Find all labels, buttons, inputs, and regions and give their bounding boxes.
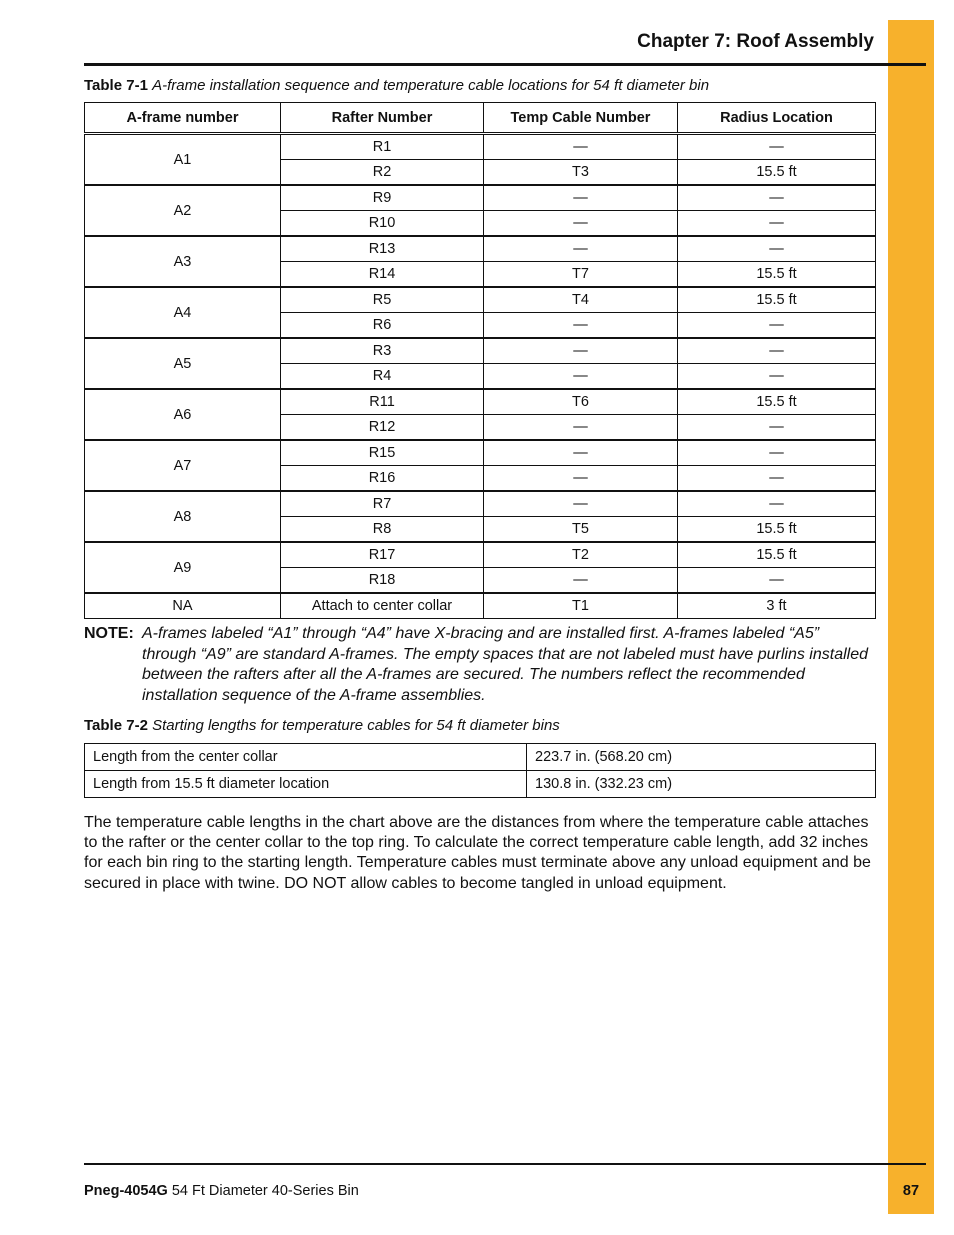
temp-cable-cell: T1 xyxy=(484,593,678,619)
footer-doc-title: 54 Ft Diameter 40-Series Bin xyxy=(171,1183,359,1199)
note-label: NOTE: xyxy=(84,625,134,642)
rafter-cell: R12 xyxy=(281,415,484,441)
rafter-cell: R1 xyxy=(281,134,484,160)
temp-cable-cell: T6 xyxy=(484,389,678,415)
aframe-cell: A3 xyxy=(85,236,281,287)
temp-cable-cell: — xyxy=(484,134,678,160)
footer-doc-id: Pneg-4054G xyxy=(84,1183,168,1199)
rafter-cell: R13 xyxy=(281,236,484,262)
temp-cable-cell: — xyxy=(484,211,678,237)
radius-cell: — xyxy=(678,568,876,594)
radius-cell: — xyxy=(678,211,876,237)
rafter-cell: R11 xyxy=(281,389,484,415)
length-value: 130.8 in. (332.23 cm) xyxy=(527,771,876,798)
table-row xyxy=(85,542,876,568)
table1-caption-text: A-frame installation sequence and temperature cable locations for 54 ft diameter bin xyxy=(152,77,710,94)
table-header-row xyxy=(85,103,876,134)
footer-rule xyxy=(84,1163,926,1165)
aframe-sequence-table xyxy=(84,102,876,619)
rafter-cell: R8 xyxy=(281,517,484,543)
radius-cell: — xyxy=(678,364,876,390)
rafter-cell: R4 xyxy=(281,364,484,390)
rafter-cell: R15 xyxy=(281,440,484,466)
radius-cell: — xyxy=(678,185,876,211)
radius-cell: — xyxy=(678,440,876,466)
header-rule xyxy=(84,63,926,66)
table-row xyxy=(85,287,876,313)
length-value: 223.7 in. (568.20 cm) xyxy=(527,744,876,771)
column-header: Temp Cable Number xyxy=(484,103,678,134)
rafter-cell: R17 xyxy=(281,542,484,568)
temp-cable-cell: — xyxy=(484,440,678,466)
length-label: Length from the center collar xyxy=(85,744,527,771)
temp-cable-cell: — xyxy=(484,466,678,492)
column-header: Radius Location xyxy=(678,103,876,134)
aframe-cell: A2 xyxy=(85,185,281,236)
table-row xyxy=(85,491,876,517)
chapter-accent-bar xyxy=(888,20,934,1214)
radius-cell: 15.5 ft xyxy=(678,517,876,543)
chapter-title: Chapter 7: Roof Assembly xyxy=(637,31,874,52)
radius-cell: — xyxy=(678,313,876,339)
table1-caption xyxy=(84,77,709,94)
rafter-cell: R16 xyxy=(281,466,484,492)
length-label: Length from 15.5 ft diameter location xyxy=(85,771,527,798)
rafter-cell: R10 xyxy=(281,211,484,237)
temp-cable-cell: — xyxy=(484,568,678,594)
radius-cell: — xyxy=(678,134,876,160)
temp-cable-cell: — xyxy=(484,415,678,441)
table2-caption xyxy=(84,717,560,734)
footer-doc-info xyxy=(84,1183,359,1199)
temp-cable-cell: T3 xyxy=(484,160,678,186)
table-row xyxy=(85,440,876,466)
temp-cable-cell: — xyxy=(484,185,678,211)
table-row xyxy=(85,744,876,771)
column-header: Rafter Number xyxy=(281,103,484,134)
table2-caption-label: Table 7-2 xyxy=(84,717,148,734)
aframe-cell: A1 xyxy=(85,134,281,186)
radius-cell: 15.5 ft xyxy=(678,542,876,568)
rafter-cell: R2 xyxy=(281,160,484,186)
table-row xyxy=(85,771,876,798)
rafter-cell: R18 xyxy=(281,568,484,594)
radius-cell: — xyxy=(678,415,876,441)
radius-cell: — xyxy=(678,236,876,262)
column-header: A-frame number xyxy=(85,103,281,134)
table1-caption-label: Table 7-1 xyxy=(84,77,148,94)
temp-cable-cell: T2 xyxy=(484,542,678,568)
radius-cell: — xyxy=(678,491,876,517)
radius-cell: 3 ft xyxy=(678,593,876,619)
rafter-cell: Attach to center collar xyxy=(281,593,484,619)
rafter-cell: R14 xyxy=(281,262,484,288)
note-text: A-frames labeled “A1” through “A4” have X-bracing and are installed first. A-frames labeled “A5” through “A9” are standard A-frames. The empty spaces that are not labeled must have purlins installed between the rafters after all the A-frames are secured. The numbers reflect the recommended installation sequence of the A-frame assemblies. xyxy=(142,625,869,704)
table2-caption-text: Starting lengths for temperature cables for 54 ft diameter bins xyxy=(152,717,560,734)
rafter-cell: R6 xyxy=(281,313,484,339)
rafter-cell: R5 xyxy=(281,287,484,313)
temp-cable-cell: T4 xyxy=(484,287,678,313)
temp-cable-cell: — xyxy=(484,236,678,262)
temp-cable-cell: — xyxy=(484,491,678,517)
body-paragraph: The temperature cable lengths in the chart above are the distances from where the temperature cable attaches to the rafter or the center collar to the top ring. To calculate the correct temperature cable length, add 32 inches for each bin ring to the starting length. Temperature cables must terminate above any unload equipment and be secured in place with twine. DO NOT allow cables to become tangled in unload equipment. xyxy=(84,814,871,892)
aframe-cell: A8 xyxy=(85,491,281,542)
temp-cable-cell: T7 xyxy=(484,262,678,288)
table-row xyxy=(85,389,876,415)
radius-cell: 15.5 ft xyxy=(678,262,876,288)
temp-cable-cell: — xyxy=(484,364,678,390)
temp-cable-cell: — xyxy=(484,338,678,364)
radius-cell: 15.5 ft xyxy=(678,287,876,313)
radius-cell: — xyxy=(678,338,876,364)
aframe-cell: A4 xyxy=(85,287,281,338)
page-number: 87 xyxy=(902,1183,920,1199)
table-row xyxy=(85,236,876,262)
temp-cable-cell: — xyxy=(484,313,678,339)
aframe-cell: A5 xyxy=(85,338,281,389)
temp-cable-cell: T5 xyxy=(484,517,678,543)
aframe-cell: A6 xyxy=(85,389,281,440)
rafter-cell: R3 xyxy=(281,338,484,364)
table-row xyxy=(85,185,876,211)
table-row xyxy=(85,134,876,160)
radius-cell: 15.5 ft xyxy=(678,389,876,415)
rafter-cell: R7 xyxy=(281,491,484,517)
radius-cell: — xyxy=(678,466,876,492)
radius-cell: 15.5 ft xyxy=(678,160,876,186)
rafter-cell: R9 xyxy=(281,185,484,211)
aframe-cell: A9 xyxy=(85,542,281,593)
cable-lengths-table xyxy=(84,743,876,798)
aframe-cell: A7 xyxy=(85,440,281,491)
table-row xyxy=(85,338,876,364)
table-row xyxy=(85,593,876,619)
aframe-cell: NA xyxy=(85,593,281,619)
note xyxy=(84,624,874,706)
